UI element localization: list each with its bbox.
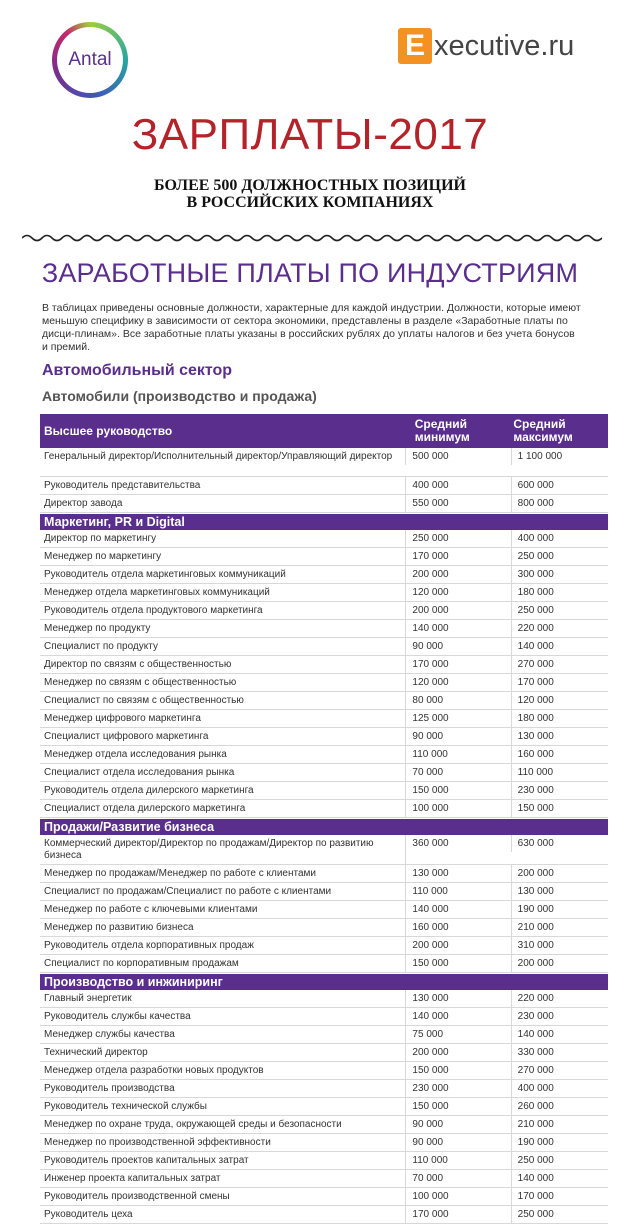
min-salary-cell: 150 000 xyxy=(406,1098,511,1115)
position-cell: Директор по маркетингу xyxy=(40,530,406,547)
max-salary-cell: 130 000 xyxy=(517,731,554,742)
table-row xyxy=(40,919,608,937)
table-row xyxy=(40,955,608,973)
min-salary-cell: 110 000 xyxy=(406,883,511,900)
table-row xyxy=(40,620,608,638)
min-salary-cell: 140 000 xyxy=(406,901,511,918)
position-cell: Руководитель проектов капитальных затрат xyxy=(40,1152,406,1169)
max-salary-cell: 330 000 xyxy=(517,1047,554,1058)
position-cell: Менеджер по маркетингу xyxy=(40,548,406,565)
min-salary-cell: 150 000 xyxy=(406,955,511,972)
position-cell: Специалист цифрового маркетинга xyxy=(40,728,406,745)
min-salary-cell: 120 000 xyxy=(406,674,511,691)
subtitle-line-1: БОЛЕЕ 500 ДОЛЖНОСТНЫХ ПОЗИЦИЙ xyxy=(154,177,466,194)
min-salary-cell: 130 000 xyxy=(406,865,511,882)
table-row xyxy=(40,865,608,883)
position-cell: Специалист по связям с общественностью xyxy=(40,692,406,709)
position-cell: Руководитель отдела маркетинговых коммуникаций xyxy=(40,566,406,583)
table-row xyxy=(40,530,608,548)
max-salary-cell: 220 000 xyxy=(517,993,554,1004)
position-cell: Руководитель отдела корпоративных продаж xyxy=(40,937,406,954)
min-salary-cell: 200 000 xyxy=(406,566,511,583)
subtitle xyxy=(0,177,620,211)
header-position: Высшее руководство xyxy=(44,424,173,438)
max-salary-cell: 230 000 xyxy=(517,785,554,796)
table-row xyxy=(40,477,608,495)
category-header: Производство и инжиниринг xyxy=(40,974,608,990)
position-cell: Менеджер по продажам/Менеджер по работе с клиентами xyxy=(40,865,406,882)
wavy-divider xyxy=(22,232,602,244)
position-cell: Главный энергетик xyxy=(40,990,406,1007)
intro-paragraph: В таблицах приведены основные должности, характерные для каждой индустрии. Должности, которые имеют меньшую специфику в зависимости от сектора экономики, представлены в разделе «Заработные платы по дисци-плинам». Все заработные платы указаны в российских рублях до уплаты налогов и без учета бонусов и премий. xyxy=(42,302,581,353)
min-salary-cell: 200 000 xyxy=(406,1044,511,1061)
max-salary-cell: 220 000 xyxy=(517,623,554,634)
subsector-heading: Автомобили (производство и продажа) xyxy=(42,388,317,404)
position-cell: Менеджер по продукту xyxy=(40,620,406,637)
position-cell: Коммерческий директор/Директор по продажам/Директор по развитию бизнеса xyxy=(40,835,406,864)
position-cell: Менеджер по связям с общественностью xyxy=(40,674,406,691)
table-row xyxy=(40,548,608,566)
position-cell: Менеджер по производственной эффективности xyxy=(40,1134,406,1151)
table-row xyxy=(40,800,608,818)
max-salary-cell: 160 000 xyxy=(517,749,554,760)
position-cell: Специалист по корпоративным продажам xyxy=(40,955,406,972)
max-salary-cell: 170 000 xyxy=(517,677,554,688)
max-salary-cell: 180 000 xyxy=(517,713,554,724)
category-header: Маркетинг, PR и Digital xyxy=(40,514,608,530)
max-salary-cell: 200 000 xyxy=(517,868,554,879)
min-salary-cell: 90 000 xyxy=(406,1116,511,1133)
category-header: Продажи/Развитие бизнеса xyxy=(40,819,608,835)
min-salary-cell: 110 000 xyxy=(406,746,511,763)
table-row xyxy=(40,990,608,1008)
position-cell: Руководитель службы качества xyxy=(40,1008,406,1025)
table-row xyxy=(40,746,608,764)
min-salary-cell: 90 000 xyxy=(406,1134,511,1151)
max-salary-cell: 210 000 xyxy=(517,922,554,933)
table-row xyxy=(40,656,608,674)
table-row xyxy=(40,584,608,602)
table-row xyxy=(40,1008,608,1026)
max-salary-cell: 600 000 xyxy=(517,480,554,491)
table-row xyxy=(40,1116,608,1134)
position-cell: Руководитель производственной смены xyxy=(40,1188,406,1205)
table-row xyxy=(40,901,608,919)
table-row xyxy=(40,710,608,728)
min-salary-cell: 75 000 xyxy=(406,1026,511,1043)
position-cell: Менеджер отдела маркетинговых коммуникаций xyxy=(40,584,406,601)
table-row xyxy=(40,782,608,800)
max-salary-cell: 1 100 000 xyxy=(517,451,563,462)
position-cell: Менеджер по развитию бизнеса xyxy=(40,919,406,936)
max-salary-cell: 250 000 xyxy=(517,605,554,616)
min-salary-cell: 70 000 xyxy=(406,764,511,781)
min-salary-cell: 200 000 xyxy=(406,602,511,619)
min-salary-cell: 400 000 xyxy=(406,477,511,494)
min-salary-cell: 150 000 xyxy=(406,1062,511,1079)
max-salary-cell: 210 000 xyxy=(517,1119,554,1130)
position-cell: Руководитель отдела продуктового маркетинга xyxy=(40,602,406,619)
min-salary-cell: 140 000 xyxy=(406,1008,511,1025)
max-salary-cell: 250 000 xyxy=(517,1209,554,1220)
position-cell: Специалист отдела исследования рынка xyxy=(40,764,406,781)
min-salary-cell: 200 000 xyxy=(406,937,511,954)
position-cell: Руководитель представительства xyxy=(40,477,406,494)
position-cell: Менеджер цифрового маркетинга xyxy=(40,710,406,727)
max-salary-cell: 170 000 xyxy=(517,1191,554,1202)
executive-ru-logo xyxy=(398,28,574,64)
max-salary-cell: 230 000 xyxy=(517,1011,554,1022)
position-cell: Руководитель цеха xyxy=(40,1206,406,1223)
table-row xyxy=(40,728,608,746)
max-salary-cell: 190 000 xyxy=(517,1137,554,1148)
main-title: ЗАРПЛАТЫ-2017 xyxy=(131,110,489,159)
max-salary-cell: 400 000 xyxy=(517,1083,554,1094)
min-salary-cell: 500 000 xyxy=(406,448,511,465)
max-salary-cell: 630 000 xyxy=(517,838,554,849)
max-salary-cell: 400 000 xyxy=(517,533,554,544)
min-salary-cell: 170 000 xyxy=(406,548,511,565)
min-salary-cell: 70 000 xyxy=(406,1170,511,1187)
min-salary-cell: 140 000 xyxy=(406,620,511,637)
executive-logo-text: xecutive.ru xyxy=(434,29,575,62)
position-cell: Руководитель технической службы xyxy=(40,1098,406,1115)
max-salary-cell: 150 000 xyxy=(517,803,554,814)
position-cell: Менеджер отдела исследования рынка xyxy=(40,746,406,763)
table-row xyxy=(40,638,608,656)
min-salary-cell: 250 000 xyxy=(406,530,511,547)
max-salary-cell: 120 000 xyxy=(517,695,554,706)
max-salary-cell: 140 000 xyxy=(517,641,554,652)
min-salary-cell: 90 000 xyxy=(406,638,511,655)
position-cell: Руководитель производства xyxy=(40,1080,406,1097)
table-row xyxy=(40,1206,608,1224)
position-cell: Специалист по продукту xyxy=(40,638,406,655)
min-salary-cell: 170 000 xyxy=(406,1206,511,1223)
position-cell: Директор завода xyxy=(40,495,406,512)
table-row xyxy=(40,1044,608,1062)
table-row xyxy=(40,1134,608,1152)
min-salary-cell: 120 000 xyxy=(406,584,511,601)
max-salary-cell: 110 000 xyxy=(517,767,554,778)
max-salary-cell: 260 000 xyxy=(517,1101,554,1112)
table-body xyxy=(40,448,608,1224)
max-salary-cell: 270 000 xyxy=(517,1065,554,1076)
min-salary-cell: 125 000 xyxy=(406,710,511,727)
max-salary-cell: 190 000 xyxy=(517,904,554,915)
max-salary-cell: 250 000 xyxy=(517,551,554,562)
table-row xyxy=(40,883,608,901)
table-row xyxy=(40,692,608,710)
min-salary-cell: 130 000 xyxy=(406,990,511,1007)
max-salary-cell: 130 000 xyxy=(517,886,554,897)
header xyxy=(0,0,620,211)
min-salary-cell: 230 000 xyxy=(406,1080,511,1097)
min-salary-cell: 90 000 xyxy=(406,728,511,745)
position-cell: Менеджер отдела разработки новых продуктов xyxy=(40,1062,406,1079)
max-salary-cell: 300 000 xyxy=(517,569,554,580)
position-cell: Менеджер по охране труда, окружающей среды и безопасности xyxy=(40,1116,406,1133)
position-cell: Генеральный директор/Исполнительный директор/Управляющий директор xyxy=(40,448,406,465)
subtitle-line-2: В РОССИЙСКИХ КОМПАНИЯХ xyxy=(186,194,434,211)
min-salary-cell: 360 000 xyxy=(406,835,511,852)
max-salary-cell: 800 000 xyxy=(517,498,554,509)
max-salary-cell: 310 000 xyxy=(517,940,554,951)
antal-logo xyxy=(52,22,128,98)
position-cell: Специалист по продажам/Специалист по работе с клиентами xyxy=(40,883,406,900)
min-salary-cell: 80 000 xyxy=(406,692,511,709)
sector-heading: Автомобильный сектор xyxy=(42,362,233,379)
table-row xyxy=(40,1152,608,1170)
table-row xyxy=(40,937,608,955)
min-salary-cell: 100 000 xyxy=(406,1188,511,1205)
table-row xyxy=(40,674,608,692)
max-salary-cell: 270 000 xyxy=(517,659,554,670)
table-row xyxy=(40,1080,608,1098)
table-row xyxy=(40,495,608,513)
min-salary-cell: 550 000 xyxy=(406,495,511,512)
salary-table xyxy=(40,414,608,1224)
max-salary-cell: 250 000 xyxy=(517,1155,554,1166)
table-row xyxy=(40,1098,608,1116)
executive-logo-e: E xyxy=(398,28,432,64)
position-cell: Менеджер службы качества xyxy=(40,1026,406,1043)
position-cell: Специалист отдела дилерского маркетинга xyxy=(40,800,406,817)
antal-logo-text: Antal xyxy=(57,27,123,93)
max-salary-cell: 180 000 xyxy=(517,587,554,598)
min-salary-cell: 170 000 xyxy=(406,656,511,673)
position-cell: Технический директор xyxy=(40,1044,406,1061)
table-row xyxy=(40,1026,608,1044)
min-salary-cell: 160 000 xyxy=(406,919,511,936)
table-row xyxy=(40,1188,608,1206)
min-salary-cell: 100 000 xyxy=(406,800,511,817)
position-cell: Менеджер по работе с ключевыми клиентами xyxy=(40,901,406,918)
position-cell: Руководитель отдела дилерского маркетинга xyxy=(40,782,406,799)
section-title: ЗАРАБОТНЫЕ ПЛАТЫ ПО ИНДУСТРИЯМ xyxy=(41,258,579,288)
table-row xyxy=(40,835,608,865)
table-row xyxy=(40,602,608,620)
position-cell: Инженер проекта капитальных затрат xyxy=(40,1170,406,1187)
table-row xyxy=(40,764,608,782)
max-salary-cell: 140 000 xyxy=(517,1173,554,1184)
min-salary-cell: 110 000 xyxy=(406,1152,511,1169)
header-max: Средний максимум xyxy=(513,417,573,444)
min-salary-cell: 150 000 xyxy=(406,782,511,799)
table-row xyxy=(40,566,608,584)
position-cell: Директор по связям с общественностью xyxy=(40,656,406,673)
header-min: Средний минимум xyxy=(414,417,470,444)
max-salary-cell: 200 000 xyxy=(517,958,554,969)
table-row xyxy=(40,448,608,477)
table-row xyxy=(40,1170,608,1188)
table-row xyxy=(40,1062,608,1080)
table-header xyxy=(40,414,608,448)
max-salary-cell: 140 000 xyxy=(517,1029,554,1040)
